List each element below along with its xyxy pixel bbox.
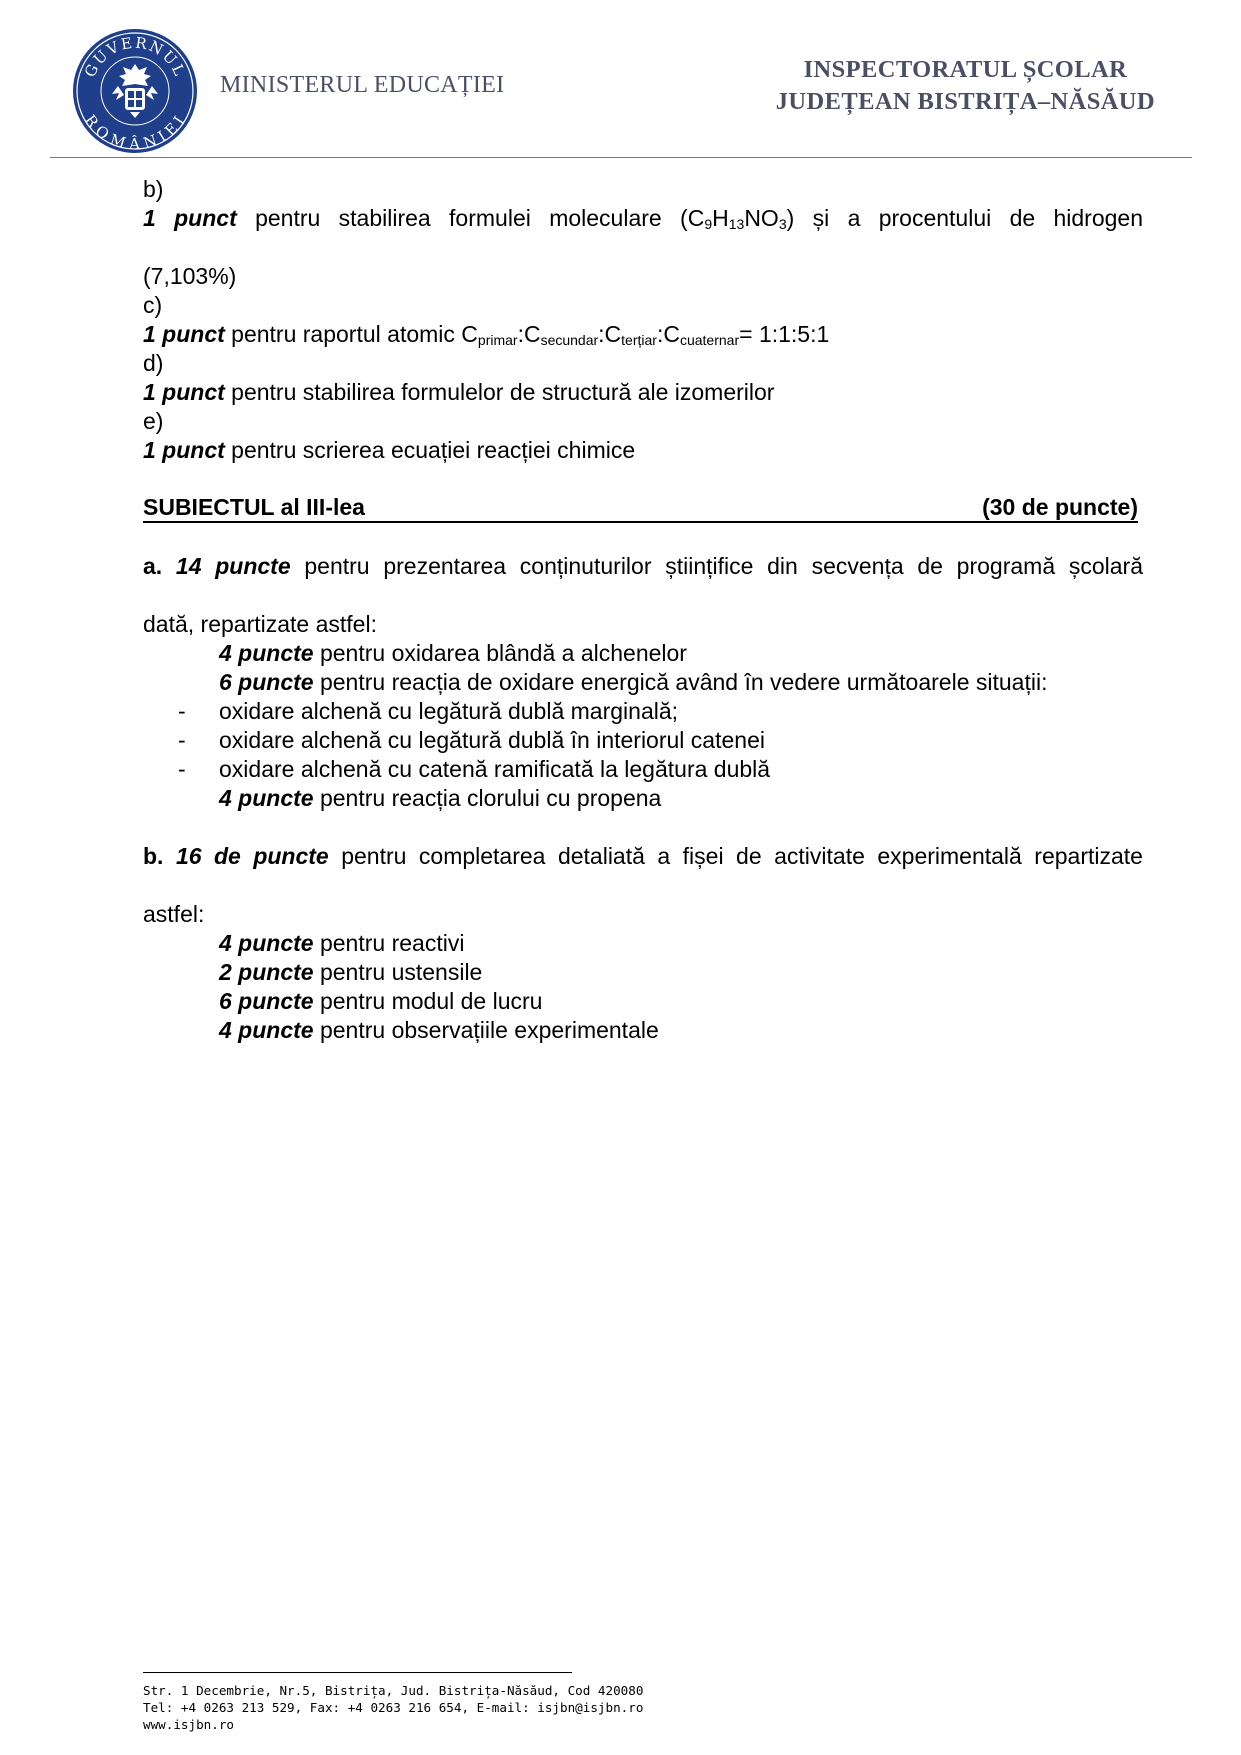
footer-contact: Tel: +4 0263 213 529, Fax: +4 0263 216 654, E-mail: isjbn@isjbn.ro: [143, 1700, 644, 1715]
item-e-text: [143, 436, 1143, 465]
text: pentru reactivi: [313, 930, 465, 956]
text: NO: [744, 205, 779, 231]
footer-website: www.isjbn.ro: [143, 1717, 234, 1732]
spacer: [143, 813, 1143, 842]
inspectorate-name: [776, 54, 1155, 118]
bullet-item: [143, 755, 1143, 784]
item-c-label: c): [143, 292, 163, 318]
header-divider: [50, 157, 1192, 158]
item-b-label: b): [143, 176, 164, 202]
spacer: [143, 523, 1143, 552]
text: :C: [517, 321, 541, 347]
page-footer: [143, 1682, 643, 1733]
subscript: 3: [778, 216, 787, 232]
section-a-item: [143, 784, 1143, 813]
text: :C: [656, 321, 680, 347]
points: 4 puncte: [219, 930, 314, 956]
item-b-text-cont: (7,103%): [143, 263, 237, 289]
item-e-label: e): [143, 408, 164, 434]
item-d-label: d): [143, 350, 164, 376]
subscript: terțiar: [621, 332, 657, 348]
inspectorate-line-2: JUDEȚEAN BISTRIȚA–NĂSĂUD: [775, 88, 1155, 115]
inspectorate-line-1: INSPECTORATUL ȘCOLAR: [803, 56, 1128, 83]
text: oxidare alchenă cu legătură dublă în interiorul catenei: [219, 727, 765, 753]
text: pentru modul de lucru: [313, 988, 543, 1014]
logo-top-text: GUVERNUL: [80, 33, 190, 81]
dash-bullet: -: [178, 756, 186, 782]
item-d-text: [143, 378, 1143, 407]
section-a-item: [143, 668, 1143, 697]
text: ) și a procentului de hidrogen: [786, 205, 1144, 231]
section-b-intro-cont: astfel:: [143, 901, 205, 927]
footer-divider: [143, 1672, 572, 1673]
text: :C: [598, 321, 622, 347]
points: 4 puncte: [219, 640, 314, 666]
points: 1 punct: [143, 437, 225, 463]
section-a-item: [143, 639, 1143, 668]
text: oxidare alchenă cu catenă ramificată la legătura dublă: [219, 756, 771, 782]
spacer: [143, 465, 1143, 494]
bullet-item: [143, 697, 1143, 726]
points: 1 punct: [143, 379, 225, 405]
subscript: 9: [704, 216, 713, 232]
text: pentru stabilirea formulelor de structură ale izomerilor: [224, 379, 775, 405]
text: pentru reacția clorului cu propena: [313, 785, 662, 811]
text: pentru stabilirea formulei moleculare (C: [236, 205, 705, 231]
text: pentru raportul atomic C: [224, 321, 478, 347]
page-header: [0, 0, 1241, 160]
text: = 1:1:5:1: [739, 321, 830, 347]
section-b-item: [143, 987, 1143, 1016]
points: 4 puncte: [219, 785, 314, 811]
text: pentru scrierea ecuației reacției chimice: [224, 437, 636, 463]
dash-bullet: -: [178, 727, 186, 753]
logo-bottom-text: ROMÂNIEI: [80, 111, 190, 154]
ministry-name: MINISTERUL EDUCAȚIEI: [220, 72, 505, 98]
subject-heading: [143, 494, 1138, 523]
text: H: [712, 205, 729, 231]
text: oxidare alchenă cu legătură dublă marginală;: [219, 698, 679, 724]
points: 2 puncte: [219, 959, 314, 985]
points: 14 puncte: [175, 553, 291, 579]
footer-address: Str. 1 Decembrie, Nr.5, Bistrița, Jud. Bistrița-Năsăud, Cod 420080: [143, 1683, 644, 1698]
text: pentru ustensile: [313, 959, 483, 985]
item-b-text: [143, 204, 1143, 262]
subject-points: (30 de puncte): [982, 494, 1138, 520]
bullet-item: [143, 726, 1143, 755]
subscript: cuaternar: [679, 332, 740, 348]
section-a-intro: [143, 552, 1143, 610]
points: 6 puncte: [219, 988, 314, 1014]
section-b-item: [143, 958, 1143, 987]
item-c-text: [143, 320, 1143, 349]
text: pentru reacția de oxidare energică având în vedere următoarele situații:: [313, 669, 1048, 695]
text: pentru completarea detaliată a fișei de activitate experimentală repartizate: [328, 843, 1143, 869]
government-emblem-logo: [72, 28, 198, 154]
text: pentru observațiile experimentale: [313, 1017, 659, 1043]
points: 6 puncte: [219, 669, 314, 695]
subscript: primar: [477, 332, 518, 348]
section-b-item: [143, 929, 1143, 958]
section-a-intro-cont: dată, repartizate astfel:: [143, 611, 377, 637]
subscript: 13: [728, 216, 745, 232]
text: pentru oxidarea blândă a alchenelor: [313, 640, 687, 666]
section-label: b.: [143, 843, 176, 869]
dash-bullet: -: [178, 698, 186, 724]
points: 16 de puncte: [175, 843, 329, 869]
section-label: a.: [143, 553, 176, 579]
subscript: secundar: [540, 332, 599, 348]
points: 1 punct: [143, 205, 237, 231]
points: 4 puncte: [219, 1017, 314, 1043]
document-body: [143, 175, 1143, 1045]
section-b-item: [143, 1016, 1143, 1045]
section-b-intro: [143, 842, 1143, 900]
subject-title: SUBIECTUL al III-lea: [143, 494, 365, 520]
text: pentru prezentarea conținuturilor științifice din secvența de programă școlară: [290, 553, 1143, 579]
points: 1 punct: [143, 321, 225, 347]
